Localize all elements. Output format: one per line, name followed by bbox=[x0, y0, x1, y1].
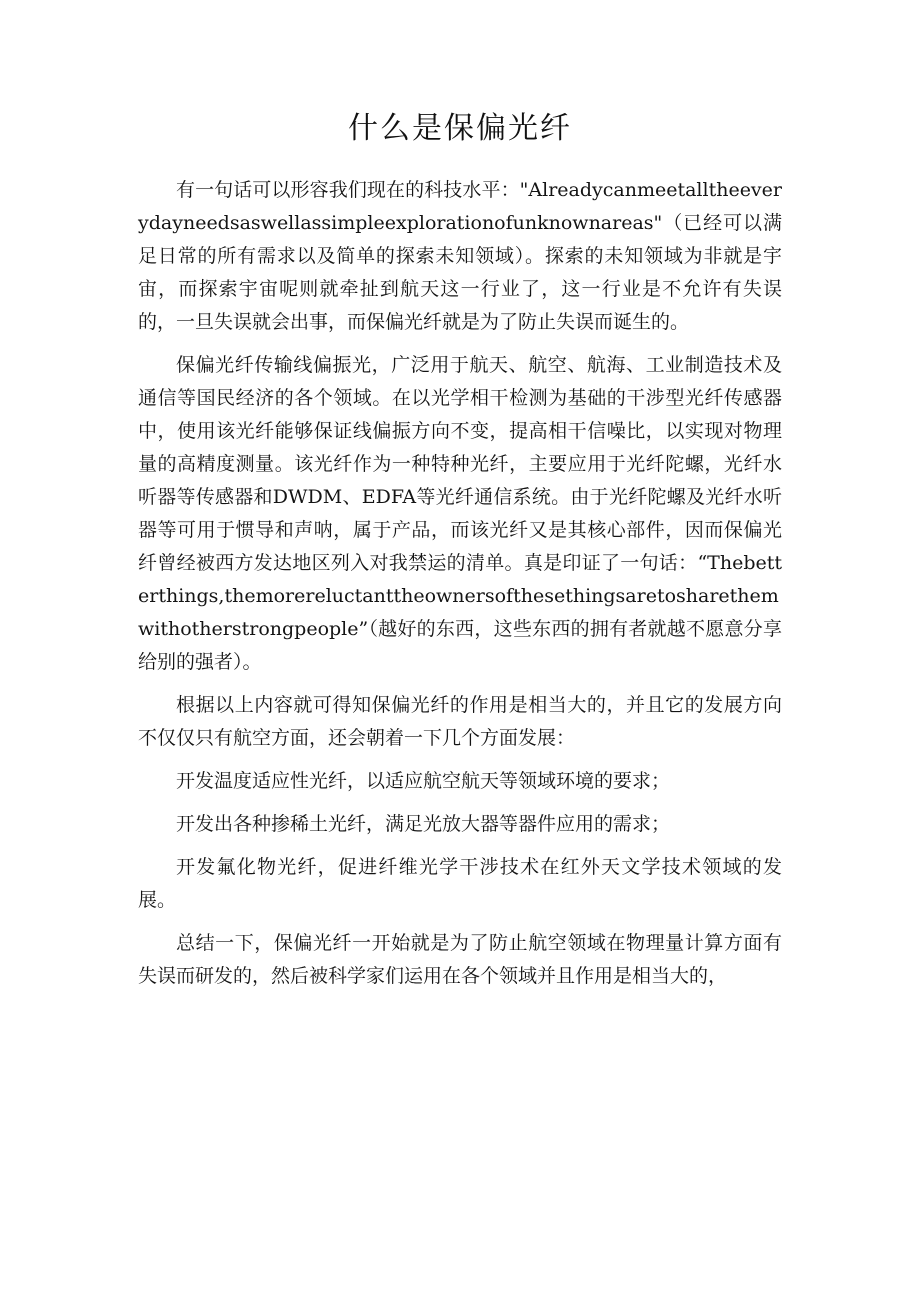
paragraph-fluoride-fiber: 开发氟化物光纤，促进纤维光学干涉技术在红外天文学技术领域的发展。 bbox=[138, 856, 782, 911]
paragraph-development: 根据以上内容就可得知保偏光纤的作用是相当大的，并且它的发展方向不仅仅只有航空方面，还会朝着一下几个方面发展： bbox=[138, 694, 782, 749]
page-title: 什么是保偏光纤 bbox=[348, 111, 572, 146]
paragraph-summary: 总结一下，保偏光纤一开始就是为了防止航空领域在物理量计算方面有失误而研发的，然后被科学家们运用在各个领域并且作用是相当大的， bbox=[138, 932, 782, 987]
paragraph-intro: 有一句话可以形容我们现在的科技水平："Alreadycanmeetalltheeverydayneedsaswellassimpleexplorationofunknownareas"（已经可以满足日常的所有需求以及简单的探索未知领域）。探索的未知领域为非就是宇宙，而探索宇宙呢则就牵扯到航天这一行业了，这一行业是不允许有失误的，一旦失误就会出事，而保偏光纤就是为了防止失误而诞生的。 bbox=[138, 179, 782, 333]
paragraph-rare-earth-fiber: 开发出各种掺稀土光纤，满足光放大器等器件应用的需求； bbox=[176, 813, 671, 835]
paragraph-applications: 保偏光纤传输线偏振光，广泛用于航天、航空、航海、工业制造技术及通信等国民经济的各个领域。在以光学相干检测为基础的干涉型光纤传感器中，使用该光纤能够保证线偏振方向不变，提高相干信噪比，以实现对物理量的高精度测量。该光纤作为一种特种光纤，主要应用于光纤陀螺，光纤水听器等传感器和DWDM、EDFA等光纤通信系统。由于光纤陀螺及光纤水听器等可用于惯导和声呐，属于产品，而该光纤又是其核心部件，因而保偏光纤曾经被西方发达地区列入对我禁运的清单。真是印证了一句话：“Thebetterthings,themorereluctanttheownersofthesethingsaretosharethemwithotherstrongpeople”（越好的东西，这些东西的拥有者就越不愿意分享给别的强者）。 bbox=[138, 354, 782, 673]
paragraph-temperature-fiber: 开发温度适应性光纤，以适应航空航天等领域环境的要求； bbox=[176, 770, 671, 792]
document-body bbox=[138, 174, 782, 1003]
